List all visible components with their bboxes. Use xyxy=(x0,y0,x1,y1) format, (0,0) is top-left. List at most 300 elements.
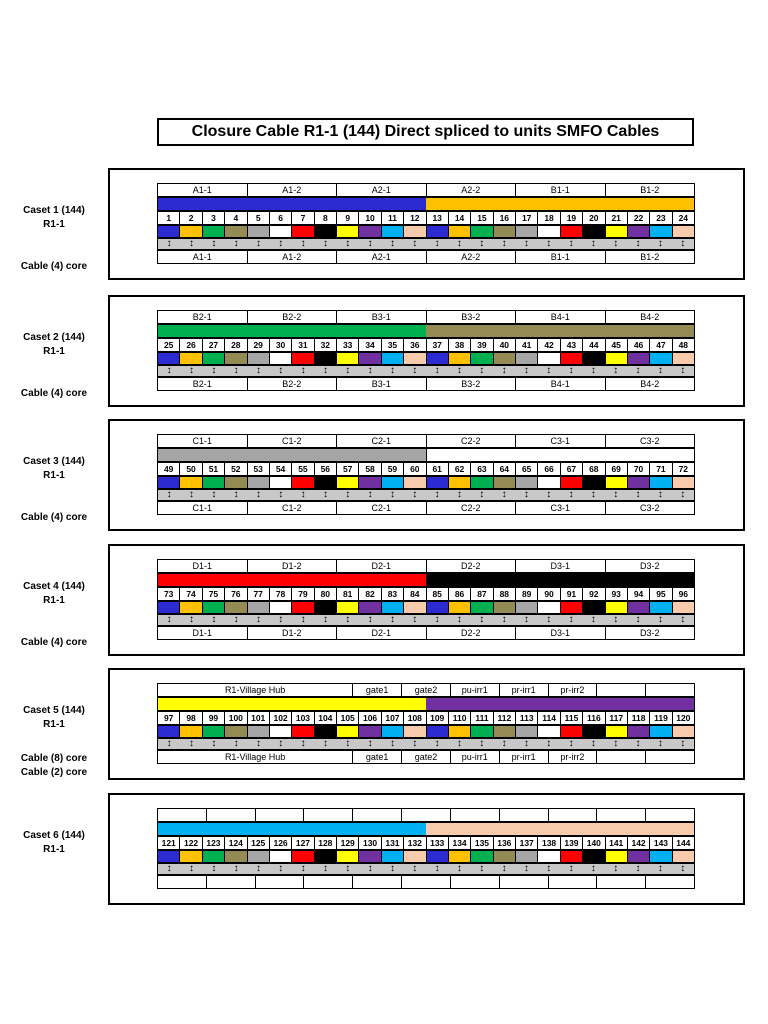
tube-color-segment xyxy=(158,325,426,337)
cable-unit-label-bottom: R1-Village Hub xyxy=(157,750,353,764)
cable-unit-label-bottom: B2-1 xyxy=(157,377,248,391)
fiber-color-swatch xyxy=(672,352,695,365)
splice-arrow-icon: ↕ xyxy=(211,863,217,874)
tube-color-bar xyxy=(157,573,695,587)
fiber-color-swatch xyxy=(403,850,426,863)
fiber-color-swatch xyxy=(269,225,292,238)
splice-arrow-icon: ↕ xyxy=(613,489,619,500)
splice-arrow-icon: ↕ xyxy=(680,614,686,625)
fiber-grid xyxy=(157,559,695,640)
fiber-color-swatch xyxy=(224,476,247,489)
splice-arrow-icon: ↕ xyxy=(568,614,574,625)
tube-color-segment xyxy=(426,198,694,210)
fiber-color-swatch xyxy=(247,725,270,738)
fiber-color-swatch xyxy=(426,725,449,738)
fiber-color-swatch xyxy=(314,850,337,863)
fiber-color-swatch xyxy=(157,725,180,738)
fiber-color-swatch xyxy=(649,476,672,489)
fiber-color-swatch xyxy=(381,850,404,863)
fiber-color-swatch xyxy=(560,601,583,614)
fiber-color-swatch xyxy=(247,352,270,365)
fiber-color-swatch xyxy=(224,601,247,614)
fiber-color-row xyxy=(157,476,695,489)
fiber-color-row xyxy=(157,225,695,238)
splice-arrow-icon: ↕ xyxy=(278,863,284,874)
fiber-number: 93 xyxy=(605,587,628,601)
cable-unit-label-bottom: D2-1 xyxy=(336,626,427,640)
splice-arrow-icon: ↕ xyxy=(188,489,194,500)
cable-unit-label: gate1 xyxy=(352,683,402,697)
cable-unit-label-bottom: pu-irr1 xyxy=(450,750,500,764)
splice-arrow-icon: ↕ xyxy=(389,738,395,749)
tube-color-segment xyxy=(426,325,694,337)
splice-arrow-icon: ↕ xyxy=(613,863,619,874)
page-title: Closure Cable R1-1 (144) Direct spliced to units SMFO Cables xyxy=(157,118,694,146)
fiber-grid xyxy=(157,683,695,764)
fiber-number: 96 xyxy=(672,587,695,601)
cable-unit-label-bottom: C2-1 xyxy=(336,501,427,515)
splice-arrow-icon: ↕ xyxy=(300,738,306,749)
fiber-color-swatch xyxy=(649,225,672,238)
splice-arrow-icon: ↕ xyxy=(523,238,529,249)
fiber-number: 126 xyxy=(269,836,292,850)
fiber-color-swatch xyxy=(649,725,672,738)
fiber-color-swatch xyxy=(358,225,381,238)
fiber-color-swatch xyxy=(672,601,695,614)
fiber-color-swatch xyxy=(605,225,628,238)
caset-sub: R1-1 xyxy=(43,595,65,606)
fiber-color-swatch xyxy=(582,476,605,489)
splice-arrow-icon: ↕ xyxy=(166,238,172,249)
splice-arrow-icon: ↕ xyxy=(211,238,217,249)
fiber-number: 72 xyxy=(672,462,695,476)
fiber-color-swatch xyxy=(336,850,359,863)
fiber-number: 61 xyxy=(426,462,449,476)
fiber-number: 87 xyxy=(470,587,493,601)
fiber-color-swatch xyxy=(672,476,695,489)
splice-arrow-icon: ↕ xyxy=(456,738,462,749)
fiber-number: 100 xyxy=(224,711,247,725)
caset-name: Caset 4 (144) xyxy=(23,581,85,592)
fiber-color-swatch xyxy=(470,352,493,365)
fiber-number: 85 xyxy=(426,587,449,601)
fiber-color-swatch xyxy=(224,850,247,863)
tube-color-bar xyxy=(157,448,695,462)
splice-arrow-row xyxy=(157,863,695,875)
cable-unit-label-bottom xyxy=(206,875,256,889)
cable-core-label: Cable (8) core xyxy=(20,753,88,764)
fiber-number: 120 xyxy=(672,711,695,725)
splice-arrow-icon: ↕ xyxy=(501,489,507,500)
fiber-number: 123 xyxy=(202,836,225,850)
fiber-color-swatch xyxy=(291,725,314,738)
cable-unit-label: D2-2 xyxy=(426,559,517,573)
cable-unit-label: A1-1 xyxy=(157,183,248,197)
splice-arrow-icon: ↕ xyxy=(255,614,261,625)
splice-arrow-icon: ↕ xyxy=(300,863,306,874)
fiber-color-swatch xyxy=(448,601,471,614)
cable-unit-label-bottom: B2-2 xyxy=(247,377,338,391)
fiber-color-swatch xyxy=(358,850,381,863)
cable-unit-label: A2-2 xyxy=(426,183,517,197)
splice-arrow-icon: ↕ xyxy=(546,738,552,749)
fiber-number: 78 xyxy=(269,587,292,601)
splice-arrow-icon: ↕ xyxy=(657,489,663,500)
fiber-color-swatch xyxy=(179,601,202,614)
fiber-color-row xyxy=(157,352,695,365)
splice-arrow-icon: ↕ xyxy=(300,238,306,249)
splice-arrow-icon: ↕ xyxy=(501,238,507,249)
splice-arrow-icon: ↕ xyxy=(546,614,552,625)
fiber-number: 16 xyxy=(493,211,516,225)
cable-unit-label: pr-irr1 xyxy=(499,683,549,697)
fiber-number: 128 xyxy=(314,836,337,850)
splice-arrow-icon: ↕ xyxy=(278,614,284,625)
fiber-number: 34 xyxy=(358,338,381,352)
fiber-number: 101 xyxy=(247,711,270,725)
splice-arrow-icon: ↕ xyxy=(233,614,239,625)
cable-unit-label: D1-1 xyxy=(157,559,248,573)
fiber-color-swatch xyxy=(202,225,225,238)
fiber-color-swatch xyxy=(314,352,337,365)
fiber-color-swatch xyxy=(627,225,650,238)
cable-unit-label: B2-2 xyxy=(247,310,338,324)
splice-arrow-icon: ↕ xyxy=(680,738,686,749)
splice-arrow-icon: ↕ xyxy=(501,614,507,625)
splice-arrow-icon: ↕ xyxy=(389,238,395,249)
fiber-color-swatch xyxy=(426,850,449,863)
fiber-color-swatch xyxy=(515,850,538,863)
fiber-color-swatch xyxy=(627,476,650,489)
fiber-color-swatch xyxy=(649,601,672,614)
fiber-color-swatch xyxy=(157,225,180,238)
cable-unit-label: D3-1 xyxy=(515,559,606,573)
fiber-color-swatch xyxy=(202,725,225,738)
splice-arrow-icon: ↕ xyxy=(345,738,351,749)
fiber-number: 58 xyxy=(358,462,381,476)
fiber-color-swatch xyxy=(470,225,493,238)
splice-arrow-icon: ↕ xyxy=(322,863,328,874)
fiber-number: 143 xyxy=(649,836,672,850)
cable-unit-label-bottom: C2-2 xyxy=(426,501,517,515)
splice-arrow-icon: ↕ xyxy=(300,489,306,500)
fiber-number: 8 xyxy=(314,211,337,225)
splice-arrow-icon: ↕ xyxy=(412,614,418,625)
cable-unit-label: B3-2 xyxy=(426,310,517,324)
splice-arrow-icon: ↕ xyxy=(635,238,641,249)
splice-arrow-icon: ↕ xyxy=(255,238,261,249)
fiber-color-swatch xyxy=(314,601,337,614)
cable-unit-label xyxy=(499,808,549,822)
fiber-number: 106 xyxy=(358,711,381,725)
fiber-color-swatch xyxy=(448,725,471,738)
splice-arrow-icon: ↕ xyxy=(322,489,328,500)
fiber-number: 132 xyxy=(403,836,426,850)
fiber-grid xyxy=(157,310,695,391)
fiber-number: 51 xyxy=(202,462,225,476)
splice-arrow-icon: ↕ xyxy=(166,738,172,749)
fiber-number-row xyxy=(157,711,695,725)
splice-arrow-row xyxy=(157,238,695,250)
tube-color-segment xyxy=(426,823,694,835)
cable-unit-label-bottom xyxy=(645,750,695,764)
caset-sub: R1-1 xyxy=(43,219,65,230)
splice-arrow-icon: ↕ xyxy=(680,489,686,500)
fiber-color-swatch xyxy=(627,725,650,738)
fiber-number: 133 xyxy=(426,836,449,850)
fiber-color-swatch xyxy=(493,225,516,238)
splice-arrow-icon: ↕ xyxy=(255,738,261,749)
splice-arrow-icon: ↕ xyxy=(412,365,418,376)
fiber-number: 127 xyxy=(291,836,314,850)
splice-arrow-icon: ↕ xyxy=(278,238,284,249)
caset-label xyxy=(0,455,108,483)
splice-arrow-row xyxy=(157,738,695,750)
splice-arrow-icon: ↕ xyxy=(635,863,641,874)
splice-arrow-icon: ↕ xyxy=(479,489,485,500)
fiber-color-swatch xyxy=(470,601,493,614)
fiber-color-swatch xyxy=(269,601,292,614)
fiber-color-swatch xyxy=(493,476,516,489)
splice-arrow-icon: ↕ xyxy=(479,365,485,376)
splice-arrow-icon: ↕ xyxy=(166,365,172,376)
tube-color-segment xyxy=(158,449,426,461)
splice-arrow-icon: ↕ xyxy=(479,738,485,749)
fiber-color-swatch xyxy=(403,352,426,365)
cable-unit-label-bottom xyxy=(352,875,402,889)
fiber-color-swatch xyxy=(314,225,337,238)
splice-arrow-icon: ↕ xyxy=(322,365,328,376)
fiber-number: 5 xyxy=(247,211,270,225)
tube-color-bar xyxy=(157,324,695,338)
fiber-number: 14 xyxy=(448,211,471,225)
fiber-color-swatch xyxy=(358,601,381,614)
fiber-grid xyxy=(157,434,695,515)
tube-color-segment xyxy=(158,574,426,586)
fiber-number: 135 xyxy=(470,836,493,850)
cable-unit-label: D2-1 xyxy=(336,559,427,573)
cable-unit-label-bottom: D1-2 xyxy=(247,626,338,640)
fiber-color-swatch xyxy=(336,601,359,614)
fiber-number: 65 xyxy=(515,462,538,476)
fiber-number: 67 xyxy=(560,462,583,476)
fiber-number: 11 xyxy=(381,211,404,225)
splice-arrow-row xyxy=(157,489,695,501)
fiber-color-swatch xyxy=(426,352,449,365)
cable-unit-label: R1-Village Hub xyxy=(157,683,353,697)
splice-arrow-icon: ↕ xyxy=(166,489,172,500)
fiber-color-swatch xyxy=(493,725,516,738)
fiber-number: 81 xyxy=(336,587,359,601)
fiber-number: 136 xyxy=(493,836,516,850)
splice-arrow-icon: ↕ xyxy=(367,614,373,625)
splice-arrow-icon: ↕ xyxy=(613,738,619,749)
splice-arrow-icon: ↕ xyxy=(345,863,351,874)
fiber-number: 24 xyxy=(672,211,695,225)
fiber-color-swatch xyxy=(582,850,605,863)
cable-unit-label-bottom: D3-2 xyxy=(605,626,696,640)
splice-arrow-row xyxy=(157,614,695,626)
splice-arrow-icon: ↕ xyxy=(345,489,351,500)
cable-unit-label: pr-irr2 xyxy=(548,683,598,697)
fiber-number: 105 xyxy=(336,711,359,725)
fiber-color-swatch xyxy=(157,476,180,489)
fiber-color-swatch xyxy=(537,225,560,238)
fiber-color-swatch xyxy=(582,225,605,238)
cable-unit-label-bottom: A1-1 xyxy=(157,250,248,264)
fiber-number: 53 xyxy=(247,462,270,476)
caset-name: Caset 5 (144) xyxy=(23,705,85,716)
splice-arrow-icon: ↕ xyxy=(166,863,172,874)
fiber-number-row xyxy=(157,338,695,352)
splice-arrow-icon: ↕ xyxy=(568,738,574,749)
fiber-color-swatch xyxy=(582,601,605,614)
fiber-color-swatch xyxy=(448,225,471,238)
cable-unit-label-bottom: D1-1 xyxy=(157,626,248,640)
fiber-number: 70 xyxy=(627,462,650,476)
splice-arrow-icon: ↕ xyxy=(568,863,574,874)
fiber-color-swatch xyxy=(157,352,180,365)
fiber-number: 84 xyxy=(403,587,426,601)
fiber-color-swatch xyxy=(179,225,202,238)
cable-core-label: Cable (4) core xyxy=(20,512,88,523)
splice-arrow-icon: ↕ xyxy=(434,738,440,749)
splice-arrow-icon: ↕ xyxy=(412,738,418,749)
splice-arrow-icon: ↕ xyxy=(255,489,261,500)
fiber-color-swatch xyxy=(470,476,493,489)
fiber-number: 140 xyxy=(582,836,605,850)
splice-arrow-icon: ↕ xyxy=(590,238,596,249)
fiber-number: 86 xyxy=(448,587,471,601)
fiber-color-swatch xyxy=(426,476,449,489)
fiber-number: 45 xyxy=(605,338,628,352)
cable-unit-label-bottom: A1-2 xyxy=(247,250,338,264)
fiber-number: 64 xyxy=(493,462,516,476)
cable-unit-label: A1-2 xyxy=(247,183,338,197)
splice-arrow-icon: ↕ xyxy=(345,614,351,625)
cable-unit-label xyxy=(352,808,402,822)
splice-arrow-icon: ↕ xyxy=(456,614,462,625)
caset-label xyxy=(0,704,108,732)
cable-unit-label: B4-2 xyxy=(605,310,696,324)
fiber-number: 25 xyxy=(157,338,180,352)
splice-arrow-icon: ↕ xyxy=(479,614,485,625)
splice-arrow-icon: ↕ xyxy=(389,614,395,625)
fiber-number: 68 xyxy=(582,462,605,476)
fiber-number: 52 xyxy=(224,462,247,476)
cable-unit-label-bottom: A2-1 xyxy=(336,250,427,264)
fiber-color-swatch xyxy=(314,725,337,738)
fiber-color-swatch xyxy=(426,225,449,238)
fiber-number: 28 xyxy=(224,338,247,352)
cable-unit-label-bottom xyxy=(157,875,207,889)
fiber-number: 26 xyxy=(179,338,202,352)
splice-arrow-icon: ↕ xyxy=(456,365,462,376)
fiber-number: 22 xyxy=(627,211,650,225)
splice-arrow-icon: ↕ xyxy=(657,238,663,249)
fiber-color-swatch xyxy=(515,601,538,614)
cable-unit-label-bottom: B3-2 xyxy=(426,377,517,391)
fiber-number: 35 xyxy=(381,338,404,352)
fiber-color-swatch xyxy=(493,601,516,614)
fiber-number: 95 xyxy=(649,587,672,601)
splice-arrow-icon: ↕ xyxy=(680,238,686,249)
fiber-color-swatch xyxy=(381,601,404,614)
cable-unit-label-bottom: B4-2 xyxy=(605,377,696,391)
splice-arrow-icon: ↕ xyxy=(635,614,641,625)
splice-arrow-icon: ↕ xyxy=(546,365,552,376)
fiber-number: 19 xyxy=(560,211,583,225)
caset-name: Caset 1 (144) xyxy=(23,205,85,216)
splice-arrow-icon: ↕ xyxy=(590,614,596,625)
splice-arrow-icon: ↕ xyxy=(680,365,686,376)
fiber-number: 42 xyxy=(537,338,560,352)
fiber-number: 79 xyxy=(291,587,314,601)
splice-arrow-icon: ↕ xyxy=(434,238,440,249)
splice-arrow-icon: ↕ xyxy=(590,365,596,376)
fiber-color-swatch xyxy=(403,725,426,738)
splice-arrow-icon: ↕ xyxy=(657,863,663,874)
tube-color-segment xyxy=(158,698,426,710)
fiber-number: 36 xyxy=(403,338,426,352)
fiber-color-swatch xyxy=(560,850,583,863)
cable-unit-label-bottom: C3-2 xyxy=(605,501,696,515)
cable-unit-label xyxy=(645,808,695,822)
splice-arrow-icon: ↕ xyxy=(613,238,619,249)
cable-core-label: Cable (4) core xyxy=(20,637,88,648)
splice-arrow-icon: ↕ xyxy=(613,365,619,376)
fiber-color-swatch xyxy=(627,850,650,863)
fiber-number: 115 xyxy=(560,711,583,725)
fiber-color-swatch xyxy=(291,225,314,238)
caset-label xyxy=(0,829,108,857)
fiber-number-row xyxy=(157,211,695,225)
fiber-number: 122 xyxy=(179,836,202,850)
fiber-color-swatch xyxy=(336,725,359,738)
fiber-number: 125 xyxy=(247,836,270,850)
fiber-number: 130 xyxy=(358,836,381,850)
cable-unit-label xyxy=(450,808,500,822)
fiber-number: 39 xyxy=(470,338,493,352)
fiber-number: 73 xyxy=(157,587,180,601)
cable-unit-label-bottom: B3-1 xyxy=(336,377,427,391)
fiber-color-swatch xyxy=(314,476,337,489)
fiber-number: 99 xyxy=(202,711,225,725)
fiber-number: 109 xyxy=(426,711,449,725)
fiber-number: 112 xyxy=(493,711,516,725)
splice-arrow-icon: ↕ xyxy=(523,614,529,625)
fiber-number: 27 xyxy=(202,338,225,352)
fiber-number: 80 xyxy=(314,587,337,601)
fiber-number: 7 xyxy=(291,211,314,225)
fiber-number: 38 xyxy=(448,338,471,352)
cable-unit-label-bottom: B1-2 xyxy=(605,250,696,264)
fiber-color-swatch xyxy=(202,352,225,365)
fiber-number: 108 xyxy=(403,711,426,725)
splice-arrow-icon: ↕ xyxy=(233,489,239,500)
caset-name: Caset 6 (144) xyxy=(23,830,85,841)
fiber-number: 121 xyxy=(157,836,180,850)
fiber-number: 43 xyxy=(560,338,583,352)
caset-sub: R1-1 xyxy=(43,470,65,481)
cable-unit-label-bottom xyxy=(596,750,646,764)
fiber-color-swatch xyxy=(291,850,314,863)
fiber-color-swatch xyxy=(157,850,180,863)
fiber-number: 94 xyxy=(627,587,650,601)
fiber-color-swatch xyxy=(358,476,381,489)
splice-arrow-icon: ↕ xyxy=(211,738,217,749)
fiber-number: 13 xyxy=(426,211,449,225)
